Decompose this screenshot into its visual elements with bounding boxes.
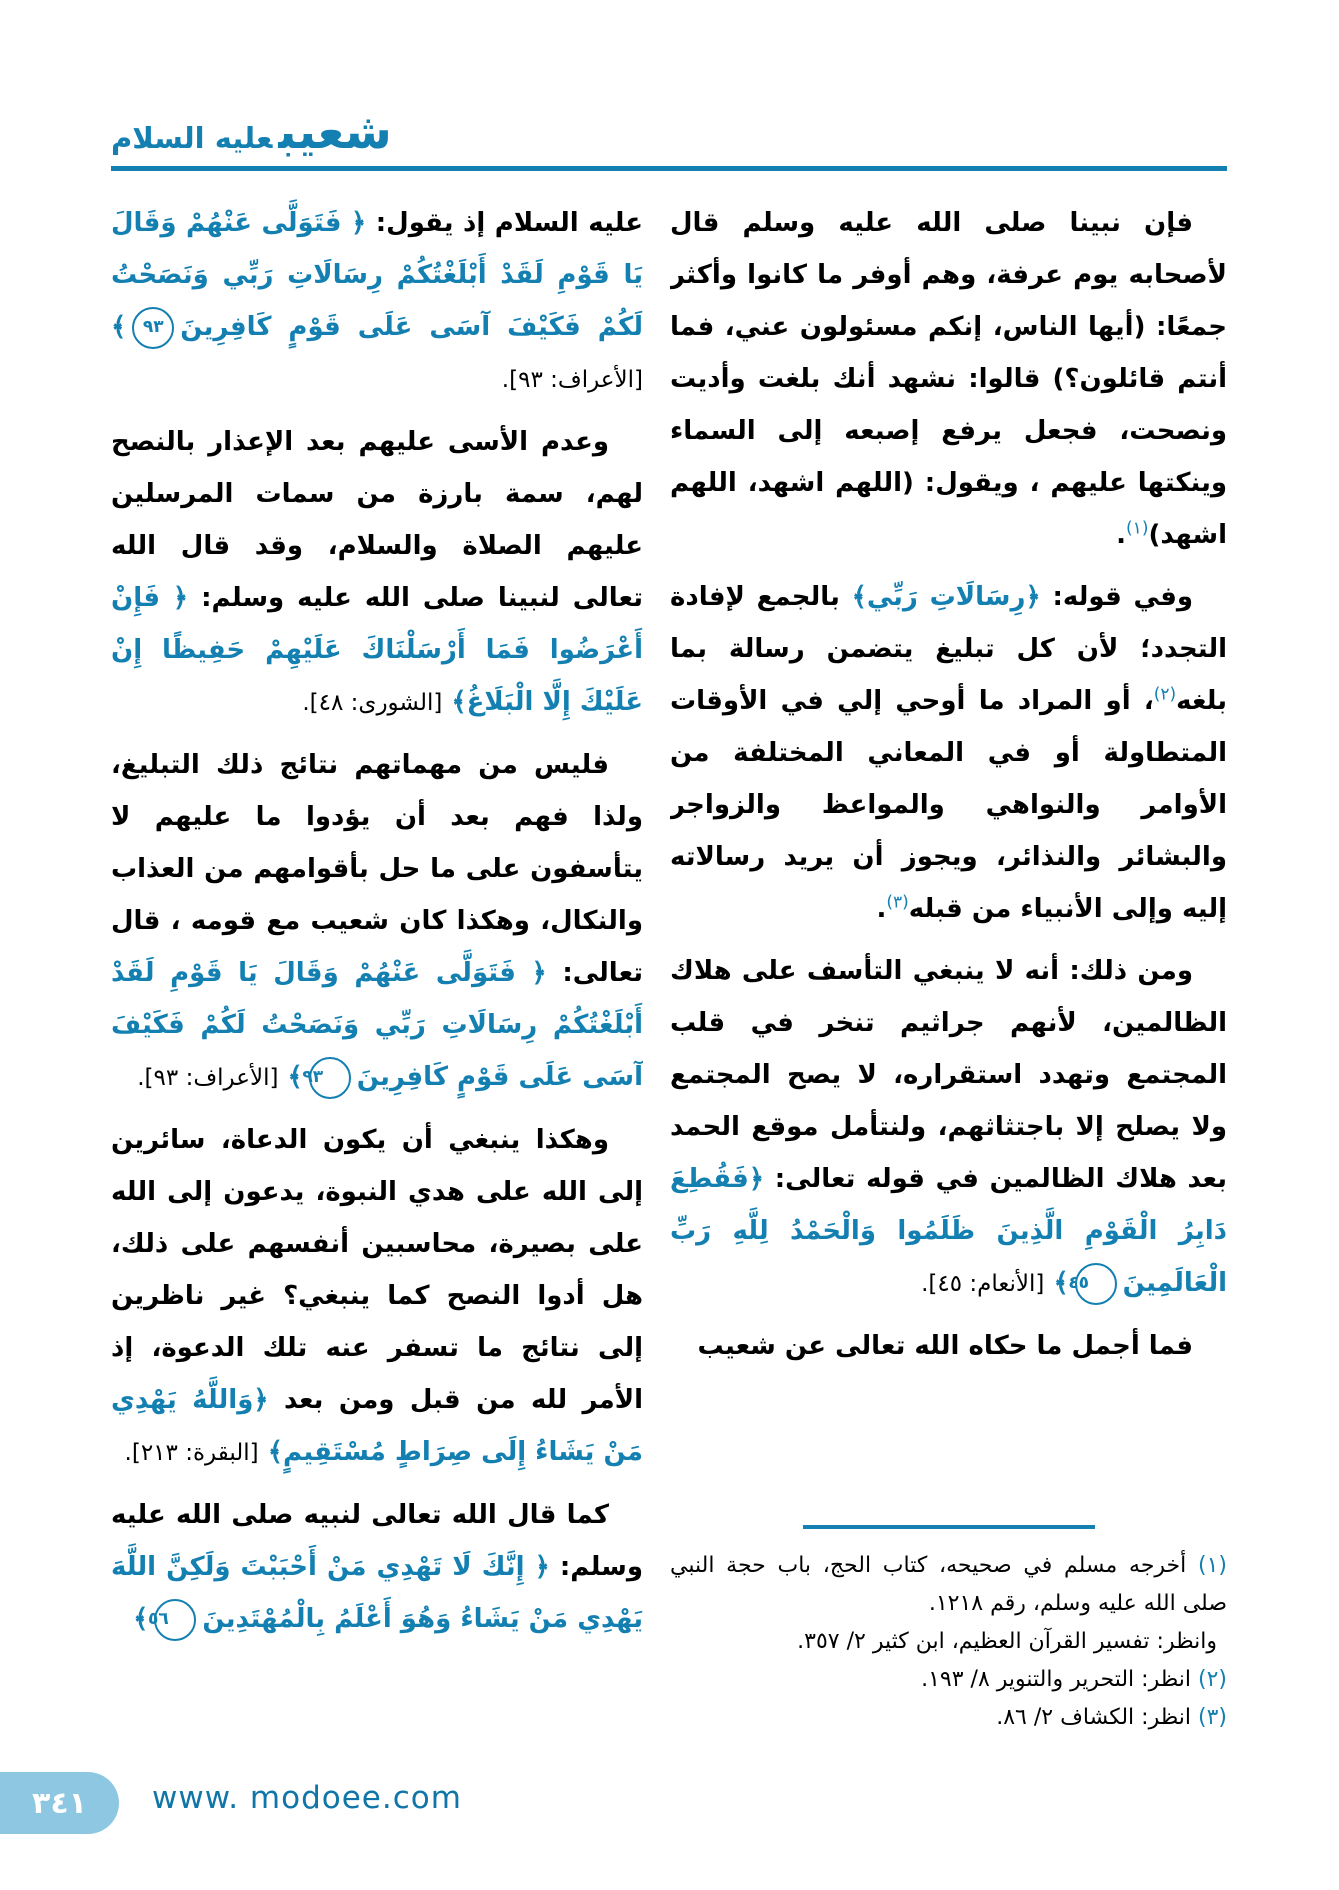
body-text: وفي قوله: [1040,582,1193,612]
verse-reference: [الأعراف: ٩٣]. [137,1065,279,1091]
website-url[interactable]: www. modoee.com [152,1780,462,1816]
paragraph [670,1320,1227,1372]
body-text: بالجمع لإفادة التجدد؛ لأن كل تبليغ يتضمن رسالة بما بلغه [670,582,1227,716]
right-column-body [670,197,1227,1382]
ayah-number-medallion: ٩٣ [132,307,174,349]
left-column [111,197,643,1745]
verse-reference: [البقرة: ٢١٣]. [124,1440,259,1466]
footnote-number: (٣) [1191,1705,1227,1730]
header-divider-rule [111,166,1227,171]
paragraph [111,197,643,406]
footnote-line: (٣) انظر: الكشاف ٢/ ٨٦. [996,1705,1227,1730]
ayah-number-medallion: ٥٦ [154,1599,196,1641]
footnote-list [670,1547,1227,1737]
paragraph [111,1489,643,1645]
quran-verse-text: ﴾ [287,1062,303,1092]
body-text: عليه السلام إذ يقول: [366,208,643,238]
footnote-number: (١) [1186,1553,1227,1578]
verse-reference: [الشورى: ٤٨]. [302,690,443,716]
body-text: فما أجمل ما حكاه الله تعالى عن شعيب [697,1331,1193,1361]
footnote-marker: (١) [1126,518,1149,539]
body-text: . [1116,520,1127,550]
quran-verse-text: ﴿وَاللَّهُ يَهْدِي مَنْ يَشَاءُ إِلَى صِرَاطٍ مُسْتَقِيمٍ﴾ [111,1385,643,1467]
paragraph [670,197,1227,561]
page-number-badge [0,1772,119,1834]
paragraph [670,571,1227,935]
footnote-item [670,1661,1227,1699]
quran-verse-text: ﴾ [1053,1268,1069,1298]
verse-reference: [الأنعام: ٤٥]. [921,1271,1045,1297]
footnote-separator-rule [803,1525,1095,1529]
quran-verse-text: ﴿فَقُطِعَ دَابِرُ الْقَوْمِ الَّذِينَ ظَلَمُوا وَالْحَمْدُ لِلَّهِ رَبِّ الْعَالَمِينَ [670,1164,1227,1298]
body-text: ، أو المراد ما أوحي إلي في الأوقات المتطاولة أو في المعاني المختلفة من الأوامر والنواهي والمواعظ والزواجر والبشائر والنذائر، ويجوز أن يريد رسالاته إليه وإلى الأنبياء من قبله [670,686,1227,924]
page-content [111,104,1227,1745]
body-text: . [876,894,887,924]
running-head-subtitle: عليه السلام [111,121,273,155]
footnote-line: (٢) انظر: التحرير والتنوير ٨/ ١٩٣. [921,1667,1227,1692]
quran-verse-text: ﴿ إِنَّكَ لَا تَهْدِي مَنْ أَحْبَبْتَ وَلَكِنَّ اللَّهَ يَهْدِي مَنْ يَشَاءُ وَهُوَ أَعْلَمُ بِالْمُهْتَدِينَ [111,1552,643,1634]
verse-reference: [الأعراف: ٩٣]. [501,367,643,393]
body-text: ومن ذلك: أنه لا ينبغي التأسف على هلاك الظالمين، لأنهم جراثيم تنخر في قلب المجتمع وتهدد استقراره، لا يصح المجتمع ولا يصلح إلا باجتثاثهم، ولنتأمل موقع الحمد بعد هلاك الظالمين في قوله تعالى: [670,956,1227,1194]
two-column-text-area [111,197,1227,1745]
ayah-number-medallion: ٤٥ [1075,1263,1117,1305]
quran-verse-text: ﴿ فَتَوَلَّى عَنْهُمْ وَقَالَ يَا قَوْمِ لَقَدْ أَبْلَغْتُكُمْ رِسَالَاتِ رَبِّي وَنَصَحْتُ لَكُمْ فَكَيْفَ آسَى عَلَى قَوْمٍ كَافِرِينَ [111,958,643,1092]
paragraph [670,945,1227,1310]
page-header [111,104,1227,160]
page-number: ٣٤١ [32,1785,87,1821]
running-head-title: شعيب [278,104,392,160]
quran-verse-text: ﴾ [133,1604,149,1634]
footnote-section [670,1525,1227,1737]
quran-verse-text: ﴿رِسَالَاتِ رَبِّي﴾ [851,582,1041,612]
quran-verse-text: ﴿ فَتَوَلَّى عَنْهُمْ وَقَالَ يَا قَوْمِ لَقَدْ أَبْلَغْتُكُمْ رِسَالَاتِ رَبِّي وَنَصَحْتُ لَكُمْ فَكَيْفَ آسَى عَلَى قَوْمٍ كَافِرِينَ [111,208,643,342]
left-column-body [111,197,643,1645]
paragraph [111,416,643,729]
footnote-item [670,1547,1227,1661]
paragraph [111,1114,643,1479]
body-text: فإن نبينا صلى الله عليه وسلم قال لأصحابه يوم عرفة، وهم أوفر ما كانوا وأكثر جمعًا: (أيها الناس، إنكم مسئولون عني، فما أنتم قائلون؟) قالوا: نشهد أنك بلغت وأديت ونصحت، فجعل يرفع إصبعه إلى السماء وينكتها عليهم ، ويقول: (اللهم اشهد، اللهم اشهد) [670,208,1227,550]
body-text: وهكذا ينبغي أن يكون الدعاة، سائرين إلى الله على هدي النبوة، يدعون إلى الله على بصيرة، محاسبين أنفسهم على ذلك، هل أدوا النصح كما ينبغي؟ غير ناظرين إلى نتائج ما تسفر عنه تلك الدعوة، إذ الأمر لله من قبل ومن بعد [111,1125,643,1415]
quran-verse-text: ﴿ فَإِنْ أَعْرَضُوا فَمَا أَرْسَلْنَاكَ عَلَيْهِمْ حَفِيظًا إِنْ عَلَيْكَ إِلَّا الْبَلَاغُ﴾ [111,583,643,717]
body-text: كما قال الله تعالى لنبيه صلى الله عليه وسلم: [111,1500,643,1582]
quran-verse-text: ﴾ [111,312,127,342]
footnote-marker: (٣) [886,892,909,913]
footnote-marker: (٢) [1153,684,1177,705]
footnote-line: وانظر: تفسير القرآن العظيم، ابن كثير ٢/ ٣٥٧. [797,1629,1217,1654]
paragraph [111,739,643,1104]
footnote-line: (١) أخرجه مسلم في صحيحه، كتاب الحج، باب حجة النبي صلى الله عليه وسلم، رقم ١٢١٨. [670,1553,1227,1616]
footnote-item [670,1699,1227,1737]
body-text [278,1062,287,1092]
body-text [259,1437,268,1467]
right-column [670,197,1227,1745]
body-text: وعدم الأسى عليهم بعد الإعذار بالنصح لهم، سمة بارزة من سمات المرسلين عليهم الصلاة والسلام، وقد قال الله تعالى لنبينا صلى الله عليه وسلم: [111,427,643,613]
footnote-number: (٢) [1191,1667,1227,1692]
ayah-number-medallion: ٩٣ [309,1057,351,1099]
body-text: فليس من مهماتهم نتائج ذلك التبليغ، ولذا فهم بعد أن يؤدوا ما عليهم لا يتأسفون على ما حل بأقوامهم من العذاب والنكال، وهكذا كان شعيب مع قومه ، قال تعالى: [111,750,643,988]
